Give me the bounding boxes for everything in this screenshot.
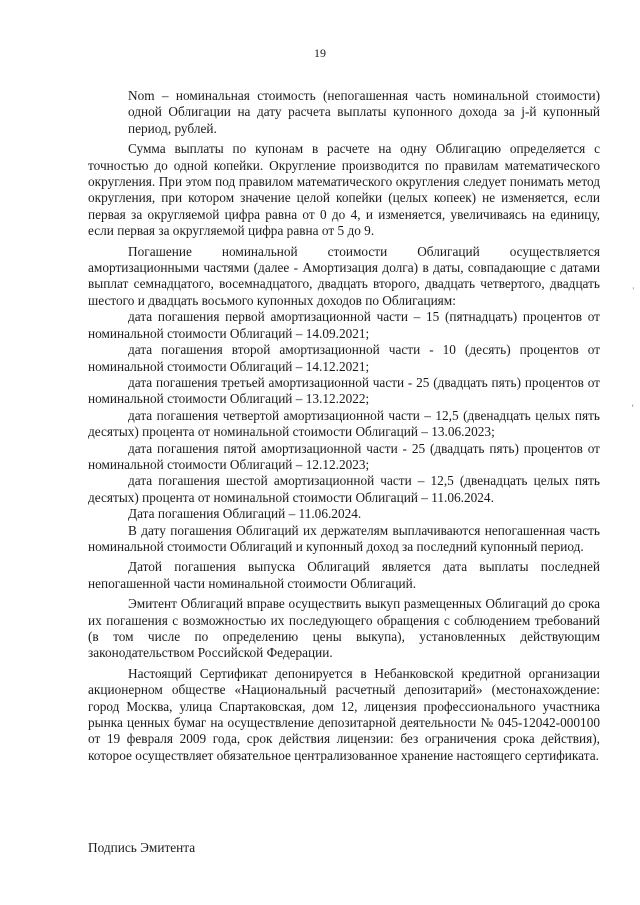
margin-mark: ‘ bbox=[631, 403, 634, 412]
paragraph-coupon-rounding: Сумма выплаты по купонам в расчете на одну Облигацию определяется с точностью до одной копейки. Округление производится по правилам математического округления. При этом под правилом математического округления следует понимать метод округления, при котором значение целой копейки (целых копеек) не изменяется, если первая за округляемой цифра равна от 0 до 4, и изменяется, увеличиваясь на единицу, если первая за округляемой цифра равна от 5 до 9. bbox=[88, 141, 600, 239]
paragraph-depository: Настоящий Сертификат депонируется в Небанковской кредитной организации акционерном обществе «Национальный расчетный депозитарий» (местонахождение: город Москва, улица Спартаковская, дом 12, лицензия профессионального участника рынка ценных бумаг на осуществление депозитарной деятельности № 045-12042-000100 от 19 февраля 2009 года, срок действия лицензии: без ограничения срока действия), которое осуществляет обязательное централизованное хранение настоящего сертификата. bbox=[88, 665, 600, 763]
page-number: 19 bbox=[314, 46, 326, 60]
amortization-item-3: дата погашения третьей амортизационной части - 25 (двадцать пять) процентов от номинальной стоимости Облигаций – 13.12.2022; bbox=[88, 374, 600, 407]
paragraph-buyback: Эмитент Облигаций вправе осуществить выкуп размещенных Облигаций до срока их погашения с возможностью их последующего обращения с соблюдением требований (в том числе по определению цены выкупа), установленных действующим законодательством Российской Федерации. bbox=[88, 596, 600, 661]
document-body bbox=[88, 88, 600, 768]
margin-mark: ' bbox=[632, 286, 634, 295]
paragraph-amortization-intro: Погашение номинальной стоимости Облигаций осуществляется амортизационными частями (далее - Амортизация долга) в даты, совпадающие с датами выплат семнадцатого, восемнадцатого, двадцать второго, двадцать четвертого, двадцать шестого и двадцать восьмого купонных доходов по Облигациям: bbox=[88, 243, 600, 308]
amortization-item-5: дата погашения пятой амортизационной части - 25 (двадцать пять) процентов от номинальной стоимости Облигаций – 12.12.2023; bbox=[88, 440, 600, 472]
paragraph-maturity-date: Дата погашения Облигаций – 11.06.2024. bbox=[128, 506, 362, 522]
paragraph-maturity-payment: В дату погашения Облигаций их держателям выплачиваются непогашенная часть номинальной стоимости Облигаций и купонный доход за последний купонный период. bbox=[88, 522, 600, 554]
amortization-item-4: дата погашения четвертой амортизационной части – 12,5 (двенадцать целых пять десятых) процента от номинальной стоимости Облигаций – 13.06.2023; bbox=[88, 407, 600, 440]
amortization-item-2: дата погашения второй амортизационной части - 10 (десять) процентов от номинальной стоимости Облигаций – 14.12.2021; bbox=[88, 342, 600, 374]
amortization-item-1: дата погашения первой амортизационной части – 15 (пятнадцать) процентов от номинальной стоимости Облигаций – 14.09.2021; bbox=[88, 309, 600, 341]
paragraph-issue-maturity: Датой погашения выпуска Облигаций является дата выплаты последней непогашенной части номинальной стоимости Облигаций. bbox=[88, 559, 600, 591]
signature-label: Подпись Эмитента bbox=[88, 840, 196, 855]
amortization-item-6: дата погашения шестой амортизационной части – 12,5 (двенадцать целых пять десятых) процента от номинальной стоимости Облигаций – 11.06.2024. bbox=[88, 473, 600, 505]
paragraph-nom-definition: Nom – номинальная стоимость (непогашенная часть номинальной стоимости) одной Облигации на дату расчета выплаты купонного дохода за j-й купонный период, рублей. bbox=[128, 88, 600, 136]
